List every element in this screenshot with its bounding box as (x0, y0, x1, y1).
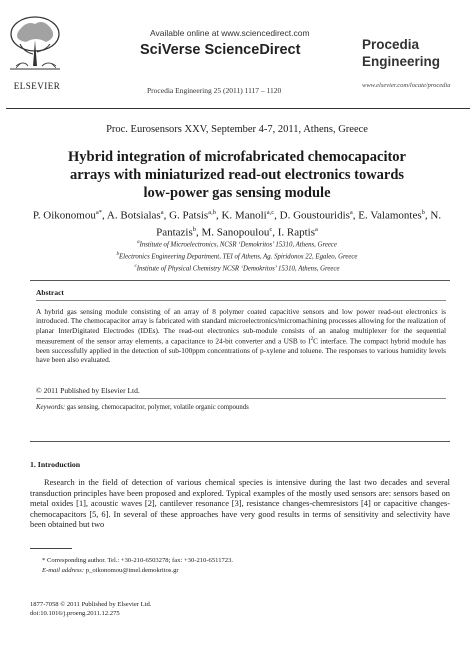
author-name: G. Patsis (169, 209, 209, 222)
corresponding-author-note: * Corresponding author. Tel.: +30-210-6503278; fax: +30-210-6511723. (42, 557, 234, 564)
keywords-rule (36, 398, 446, 399)
author-affiliation-mark: a* (95, 209, 103, 216)
journal-brand (362, 36, 470, 89)
affiliation-text: Institute of Physical Chemistry NCSR ‘Demokritos’ 15310, Athens, Greece (136, 264, 340, 272)
author-separator: , (424, 209, 431, 222)
author-name: M. Sanopoulou (201, 226, 270, 239)
footnote-rule (30, 548, 72, 549)
journal-name-line1: Procedia (362, 37, 420, 52)
header-divider (6, 108, 470, 109)
abstract-text-part1: A hybrid gas sensing module consisting of an array of 8 polymer coated capacitive sensors and low power read-out electronics is introduced. The chemocapacitor array is fabricated with standard microelectronics/micromachining processes allowing for the realization of planar InterDigitated Electrodes (IDEs). The read-out electronics sub-module consists of an analog multiplexer for the sequential measurement of the sensor array elements, a capacitance to 24-bit converter and a USB to I (36, 307, 446, 346)
author-affiliation-mark: c (269, 225, 273, 233)
keywords-values: gas sensing, chemocapacitor, polymer, volatile organic compounds (66, 404, 249, 411)
author-separator: , (102, 209, 107, 222)
author-name: I. Raptis (277, 226, 316, 239)
affiliation-text: Institute of Microelectronics, NCSR ‘Demokritos’ 15310, Athens, Greece (139, 241, 337, 249)
available-online-text: Available online at www.sciencedirect.com (150, 28, 310, 38)
author-affiliation-mark: a (315, 225, 318, 233)
affiliation-list (20, 238, 454, 273)
affiliation-item (20, 238, 454, 250)
affiliation-mark: b (116, 251, 120, 257)
title-line-2: arrays with miniaturized read-out electronics towards (69, 167, 405, 183)
author-separator: , (215, 209, 222, 222)
title-line-1: Hybrid integration of microfabricated chemocapacitor (68, 149, 406, 165)
author-separator: , (274, 209, 280, 222)
conference-line: Proc. Eurosensors XXV, September 4-7, 2011, Athens, Greece (106, 124, 368, 135)
author-affiliation-mark: a,c (266, 209, 275, 216)
affiliation-mark: c (134, 263, 137, 269)
email-address: p_oikonomou@imel.demokritos.gr (85, 567, 179, 574)
author-affiliation-mark: a,b (208, 209, 216, 216)
keywords-label: Keywords: (36, 404, 66, 411)
author-name: E. Valamontes (358, 209, 422, 222)
affiliation-item (20, 250, 454, 262)
title-line-3: low-power gas sensing module (143, 185, 331, 201)
abstract-superscript: 2 (310, 337, 314, 343)
author-separator: , (163, 209, 170, 222)
article-title (20, 148, 454, 202)
author-separator: , (272, 226, 278, 239)
affiliation-item (20, 262, 454, 274)
copyright-line: © 2011 Published by Elsevier Ltd. (36, 386, 140, 395)
elsevier-tree-icon (6, 14, 64, 74)
author-name: K. Manoli (221, 209, 267, 222)
issn-line: 1877-7058 © 2011 Published by Elsevier Ltd. (30, 601, 152, 608)
affiliation-text: Electronics Engineering Department, TEI of Athens, Ag. Spiridonos 22, Egaleo, Greece (119, 253, 358, 261)
author-affiliation-mark: a (349, 209, 353, 216)
author-affiliation-mark: b (192, 225, 196, 233)
author-name: D. Goustouridis (279, 209, 350, 222)
abstract-heading: Abstract (36, 288, 64, 297)
journal-name-line2: Engineering (362, 54, 441, 69)
introduction-text: Research in the field of detection of various chemical species is intensive during the last two decades and several transduction principles have been proposed and explored. Typical examples of the mostly used sensors are: sensors based on metal oxides [1], acoustic waves [2], cantilever resonance [3], resistance changes-chemresistors [4] or capacitive changes- chemocapacitors [5, 6]. In several of these approaches have very good results in terms of sensitivity and selectivity have been obtained but two (30, 478, 450, 530)
author-affiliation-mark: b (421, 209, 425, 216)
abstract-heading-rule (36, 300, 446, 301)
author-list (20, 206, 454, 239)
publisher-logo-text: ELSEVIER (13, 81, 61, 91)
email-label: E-mail address: (42, 567, 85, 574)
platform-name: SciVerse ScienceDirect (140, 42, 301, 58)
doi-line: doi:10.1016/j.proeng.2011.12.275 (30, 610, 120, 617)
issn-block (30, 600, 151, 618)
email-note (30, 566, 450, 576)
elsevier-logo (6, 14, 68, 94)
journal-url: www.elsevier.com/locate/procedia (362, 82, 451, 89)
author-name: A. Botsialas (106, 209, 161, 222)
author-name: N. Pantazis (156, 209, 442, 239)
abstract-text-part2: C interface. The compact hybrid module has been successfully applied in the detection of sub-100ppm concentrations of p-xylene and toluene. The responses to various humidity levels have been also evaluated. (36, 336, 447, 365)
introduction-heading: 1. Introduction (30, 460, 81, 469)
footnotes (30, 556, 450, 576)
author-affiliation-mark: a (160, 209, 164, 216)
author-name: P. Oikonomou (32, 209, 96, 222)
keywords-line (36, 404, 249, 411)
journal-reference: Procedia Engineering 25 (2011) 1117 – 1120 (147, 86, 282, 95)
affiliation-mark: a (137, 240, 140, 245)
author-separator: , (352, 209, 359, 222)
abstract-text (36, 307, 446, 365)
author-separator: , (196, 226, 202, 239)
